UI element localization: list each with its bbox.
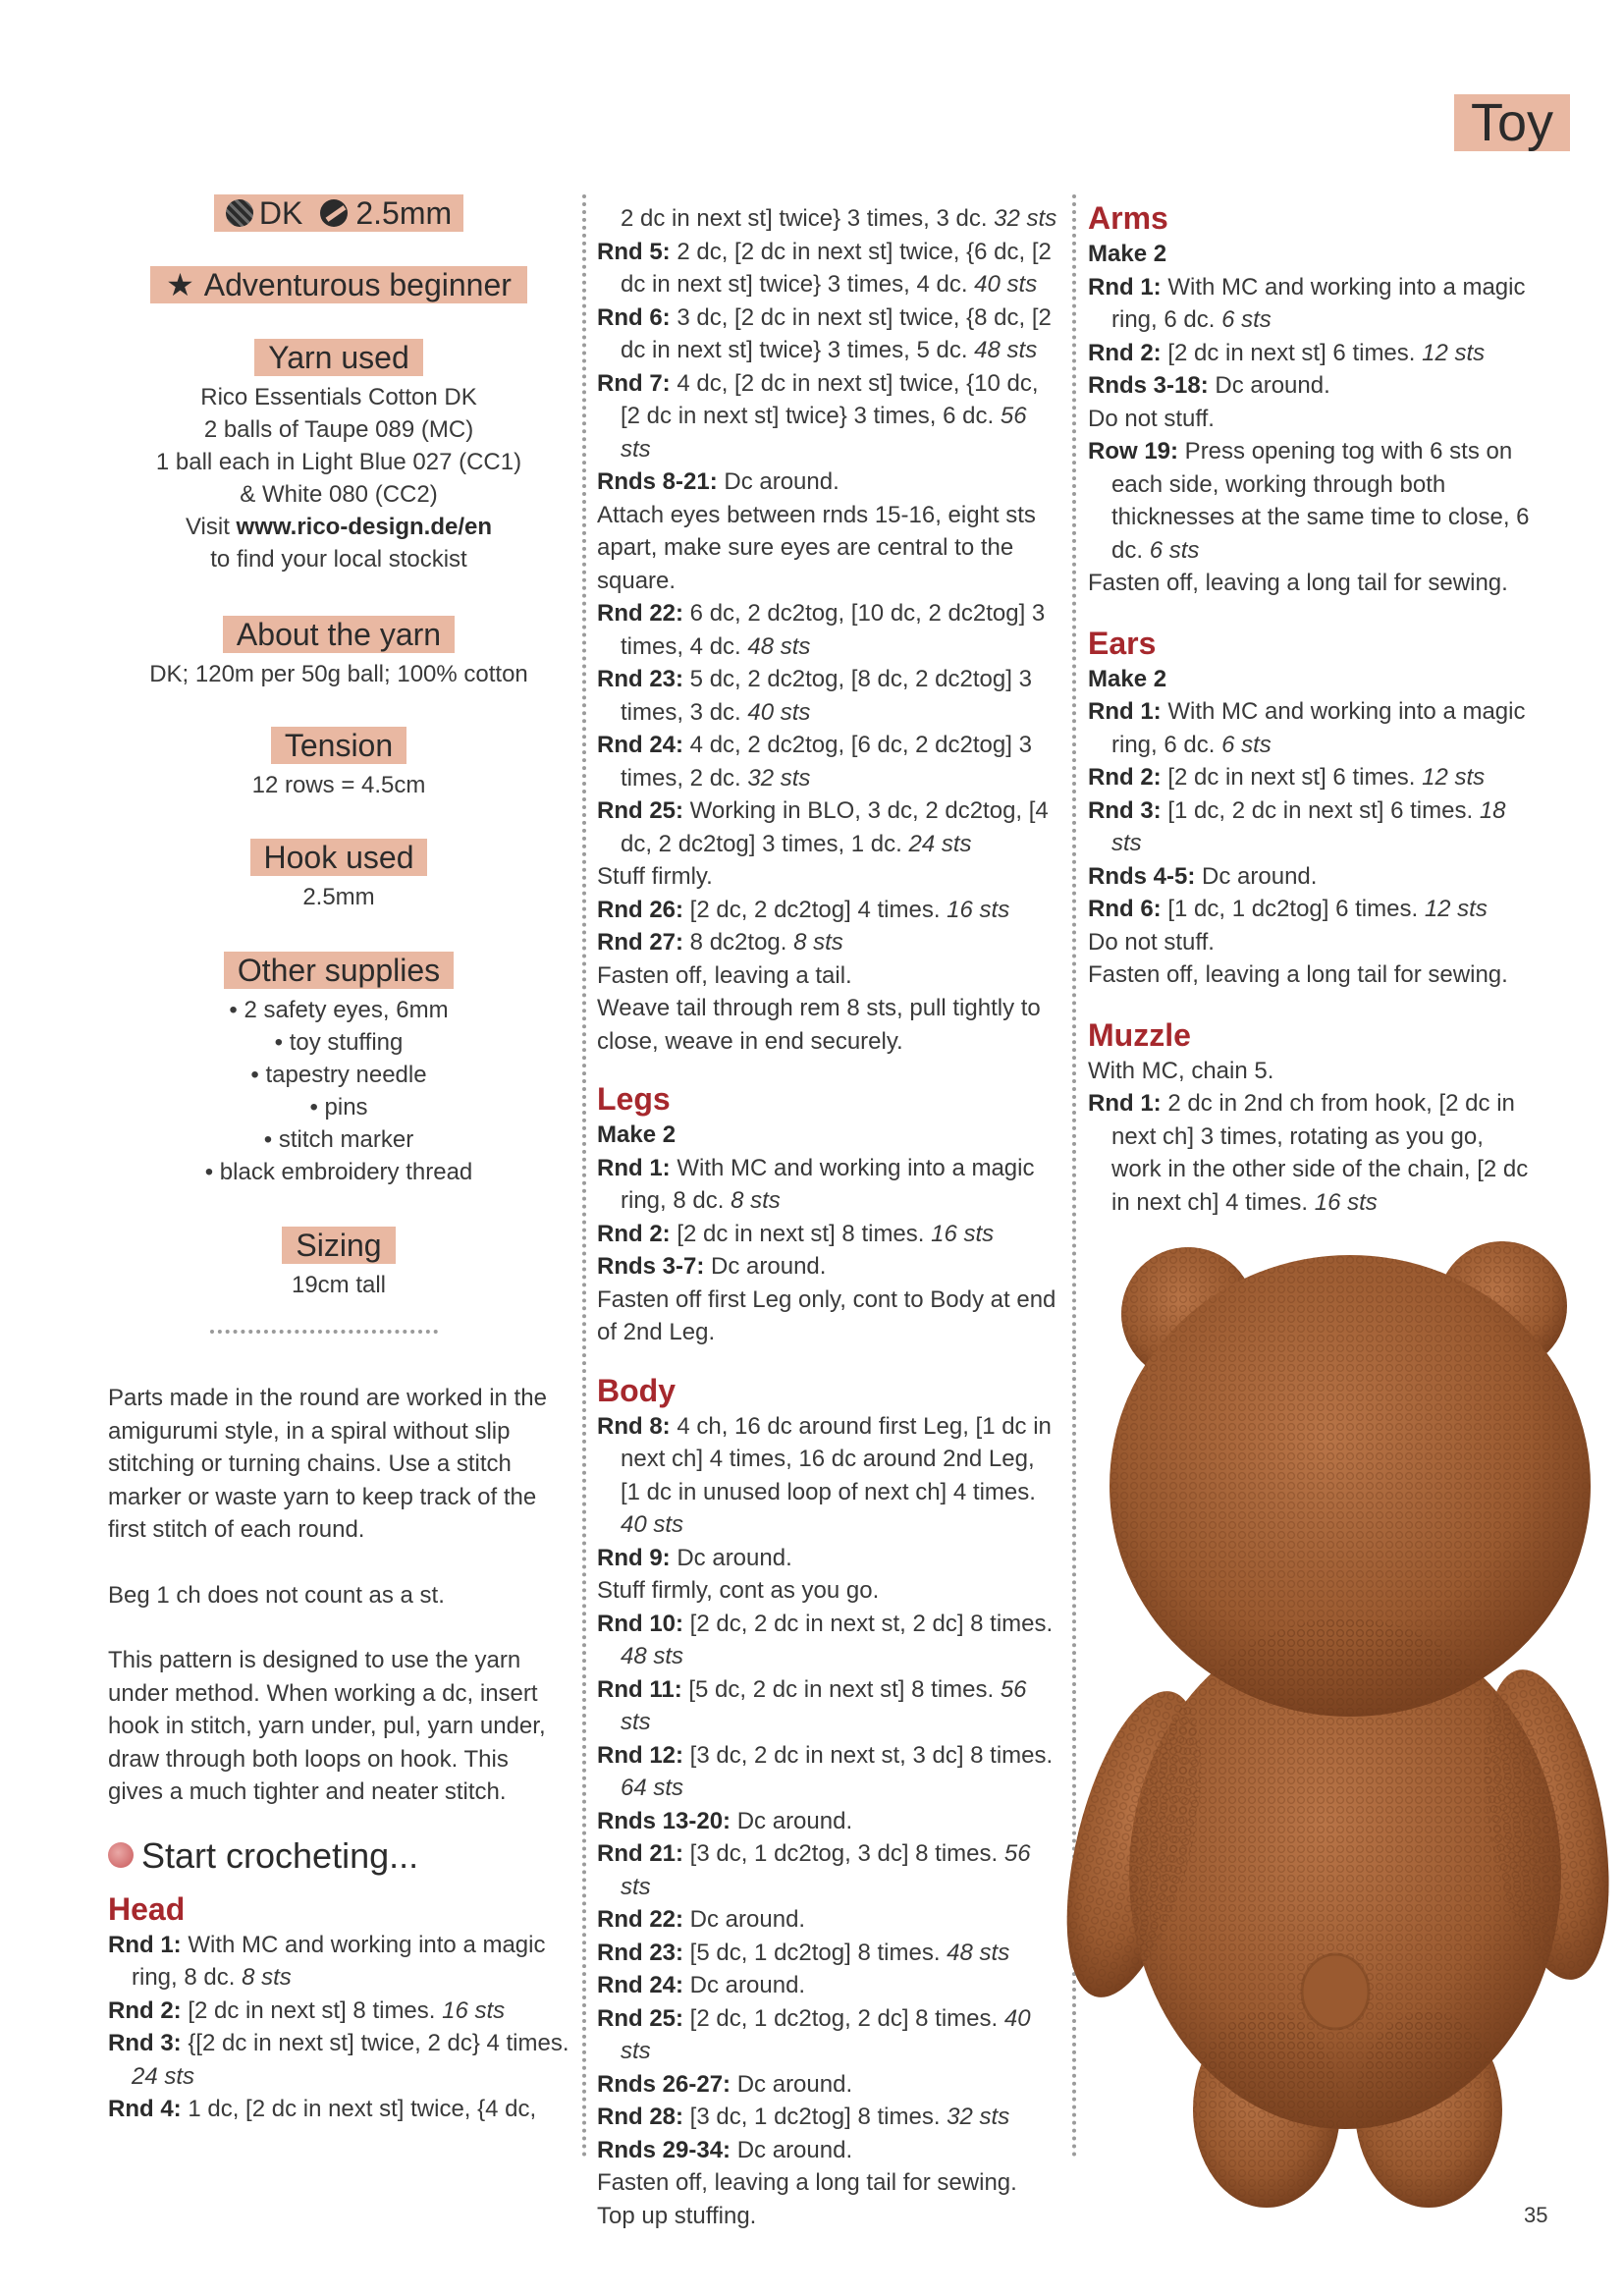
pattern-row: Rnd 24: Dc around. [597,1972,806,1998]
pattern-row: Rnd 6: [1 dc, 1 dc2tog] 6 times. 12 sts [1088,896,1488,922]
pattern-row: Rnds 8-21: Dc around. [597,468,839,495]
pattern-row: Rnd 3: [1 dc, 2 dc in next st] 6 times. 18 sts [1088,796,1506,856]
tension-text: 12 rows = 4.5cm [251,772,426,798]
pattern-row: Rnds 13-20: Dc around. [597,1807,853,1834]
pattern-row: Rnds 4-5: Dc around. [1088,862,1318,890]
supply-item: • stitch marker [263,1126,414,1153]
yarn-url-link[interactable]: www.rico-design.de/en [236,514,493,540]
supply-item: • tapestry needle [250,1062,427,1088]
pattern-row: Rnd 1: 2 dc in 2nd ch from hook, [2 dc in next ch] 3 times, rotating as you go, work in the other side of the chain, [2 dc in next ch] 4 times. 16 sts [1088,1090,1529,1216]
pattern-row: Rnds 29-34: Dc around. [597,2136,853,2163]
pattern-row: Rnd 27: 8 dc2tog. 8 sts [597,929,843,956]
divider [98,1330,550,1334]
ears-end: Fasten off, leaving a long tail for sewing. [1088,961,1508,988]
pattern-row: Rnds 3-18: Dc around. [1088,372,1330,399]
ears-make: Make 2 [1088,665,1167,692]
column-divider [582,194,586,2159]
muzzle-intro: With MC, chain 5. [1088,1057,1274,1084]
pattern-row: Rnd 23: 5 dc, 2 dc2tog, [8 dc, 2 dc2tog] 3 times, 3 dc. 40 sts [597,666,1032,726]
pattern-row: Rnd 2: [2 dc in next st] 8 times. 16 sts [597,1220,995,1247]
body-stuff: Stuff firmly, cont as you go. [597,1577,880,1604]
pattern-row: Rnd 11: [5 dc, 2 dc in next st] 8 times. 56 sts [597,1675,1027,1735]
yarn-ball-icon [226,199,253,227]
page-number: 35 [1524,2203,1548,2227]
pattern-row: Rnds 3-7: Dc around. [597,1253,827,1280]
hook-used-heading: Hook used [250,839,428,876]
section-tag: Toy [1454,94,1570,151]
level-label: Adventurous beginner [203,267,512,302]
yarn-line: 2 balls of Taupe 089 (MC) [203,416,474,443]
supply-item: • pins [309,1094,368,1121]
supply-item: • toy stuffing [274,1029,404,1056]
pattern-row: Rnd 3: {[2 dc in next st] twice, 2 dc} 4 times. 24 sts [108,2030,569,2090]
ears-no-stuff: Do not stuff. [1088,928,1215,956]
ears-title: Ears [1088,625,1157,661]
pattern-row: Rnd 22: Dc around. [597,1906,806,1933]
visit-prefix: Visit [185,514,237,540]
pattern-row: Rnd 2: [2 dc in next st] 8 times. 16 sts [108,1996,506,2024]
sizing-block [98,1227,579,1301]
arms-make: Make 2 [1088,241,1167,267]
supply-item: • black embroidery thread [204,1159,473,1185]
yarn-used-heading: Yarn used [254,339,423,376]
pattern-column-2 [597,202,1058,2232]
pattern-row: Rnd 26: [2 dc, 2 dc2tog] 4 times. 16 sts [597,896,1010,923]
pattern-row: Rnd 23: [5 dc, 1 dc2tog] 8 times. 48 sts [597,1939,1010,1966]
pattern-row: Rnd 1: With MC and working into a magic ring, 6 dc. 6 sts [1088,698,1526,758]
arms-title: Arms [1088,200,1168,236]
pattern-row: Rnd 9: Dc around. [597,1544,792,1571]
note-paragraph: Parts made in the round are worked in the amigurumi style, in a spiral without slip stitching or turning chains. Use a stitch marker or waste yarn to keep track of the first stitch of each round. [108,1385,547,1543]
pattern-column-3 [1088,198,1540,1219]
pattern-row: Rnd 2: [2 dc in next st] 6 times. 12 sts [1088,339,1486,366]
pattern-row: Rnd 5: 2 dc, [2 dc in next st] twice, {6 dc, [2 dc in next st] twice} 3 times, 4 dc. 40 sts [597,238,1052,298]
pattern-row: Rnd 24: 4 dc, 2 dc2tog, [6 dc, 2 dc2tog] 3 times, 2 dc. 32 sts [597,732,1032,792]
yarn-line: Rico Essentials Cotton DK [200,384,477,410]
pattern-row: Rnd 7: 4 dc, [2 dc in next st] twice, {10 dc, [2 dc in next st] twice} 3 times, 6 dc. 56 sts [597,369,1039,463]
yarn-used-block [98,339,579,575]
legs-end: Fasten off first Leg only, cont to Body at end of 2nd Leg. [597,1285,1056,1345]
other-supplies-heading: Other supplies [224,952,454,989]
body-end: Fasten off, leaving a long tail for sewing. [597,2169,1017,2196]
stuff-note: Stuff firmly. [597,863,713,890]
arms-end: Fasten off, leaving a long tail for sewing. [1088,570,1508,596]
sizing-text: 19cm tall [291,1272,387,1298]
about-yarn-text: DK; 120m per 50g ball; 100% cotton [149,661,528,687]
muzzle-title: Muzzle [1088,1016,1191,1053]
sizing-heading: Sizing [282,1227,395,1264]
pattern-row: Rnd 4: 1 dc, [2 dc in next st] twice, {4 dc, [108,2096,537,2122]
pattern-row: Rnds 26-27: Dc around. [597,2070,853,2098]
star-icon: ★ [166,267,194,302]
hook-used-text: 2.5mm [302,884,375,910]
supply-item: • 2 safety eyes, 6mm [229,997,449,1023]
pattern-row-continued: 2 dc in next st] twice} 3 times, 3 dc. 32 sts [621,205,1057,232]
start-heading: Start crocheting... [108,1834,569,1878]
pattern-row: Rnd 6: 3 dc, [2 dc in next st] twice, {8 dc, [2 dc in next st] twice} 3 times, 5 dc. 48 sts [597,303,1052,363]
hook-icon [320,199,348,227]
stockist-line: to find your local stockist [210,546,467,573]
hook-size-label: 2.5mm [355,195,453,231]
weight-label: DK [258,195,303,231]
tension-block [98,727,579,801]
pattern-row: Rnd 2: [2 dc in next st] 6 times. 12 sts [1088,764,1486,791]
body-end: Top up stuffing. [597,2202,757,2229]
pattern-row: Rnd 10: [2 dc, 2 dc in next st, 2 dc] 8 times. 48 sts [597,1610,1054,1669]
weight-hook-banner [98,194,579,232]
legs-title: Legs [597,1081,671,1117]
other-supplies-block [98,952,579,1188]
head-end: Weave tail through rem 8 sts, pull tightly to close, weave in end securely. [597,995,1041,1055]
yarn-ball-icon [108,1842,134,1868]
eyes-note: Attach eyes between rnds 15-16, eight sts apart, make sure eyes are central to the square. [597,501,1036,594]
pattern-row: Rnd 1: With MC and working into a magic ring, 8 dc. 8 sts [597,1154,1035,1214]
pattern-row: Rnd 28: [3 dc, 1 dc2tog] 8 times. 32 sts [597,2104,1010,2130]
body-title: Body [597,1372,676,1408]
about-yarn-block [98,616,579,690]
yarn-line: 1 ball each in Light Blue 027 (CC1) [155,449,522,475]
yarn-line: & White 080 (CC2) [240,481,438,508]
tension-heading: Tension [271,727,406,764]
pattern-row: Rnd 8: 4 ch, 16 dc around first Leg, [1 dc in next ch] 4 times, 16 dc around 2nd Leg, [1 dc in unused loop of next ch] 4 times. 40 sts [597,1412,1052,1538]
pattern-row: Rnd 25: Working in BLO, 3 dc, 2 dc2tog, [4 dc, 2 dc2tog] 3 times, 1 dc. 24 sts [597,797,1049,857]
arms-no-stuff: Do not stuff. [1088,405,1215,432]
level-banner [98,266,579,303]
pattern-row: Rnd 21: [3 dc, 1 dc2tog, 3 dc] 8 times. 56 sts [597,1840,1031,1900]
pattern-row: Row 19: Press opening tog with 6 sts on each side, working through both thicknesses at the same time to close, 6 dc. 6 sts [1088,438,1530,564]
legs-make: Make 2 [597,1121,677,1148]
head-title: Head [108,1890,186,1927]
pattern-row: Rnd 1: With MC and working into a magic ring, 6 dc. 6 sts [1088,273,1526,333]
pattern-row: Rnd 22: 6 dc, 2 dc2tog, [10 dc, 2 dc2tog] 3 times, 4 dc. 48 sts [597,600,1046,660]
hook-used-block [98,839,579,913]
pattern-row: Rnd 12: [3 dc, 2 dc in next st, 3 dc] 8 times. 64 sts [597,1741,1054,1801]
note-paragraph: Beg 1 ch does not count as a st. [108,1581,445,1609]
pattern-row: Rnd 1: With MC and working into a magic ring, 8 dc. 8 sts [108,1931,546,1991]
head-end: Fasten off, leaving a tail. [597,961,852,989]
about-yarn-heading: About the yarn [223,616,455,653]
note-paragraph: This pattern is designed to use the yarn under method. When working a dc, insert hook in stitch, yarn under, pul, yarn under, draw through both loops on hook. This gives a much tighter and neater stitch. [108,1647,546,1805]
pattern-row: Rnd 25: [2 dc, 1 dc2tog, 2 dc] 8 times. 40 sts [597,2004,1031,2064]
amigurumi-bear-photo [1041,1235,1610,2217]
